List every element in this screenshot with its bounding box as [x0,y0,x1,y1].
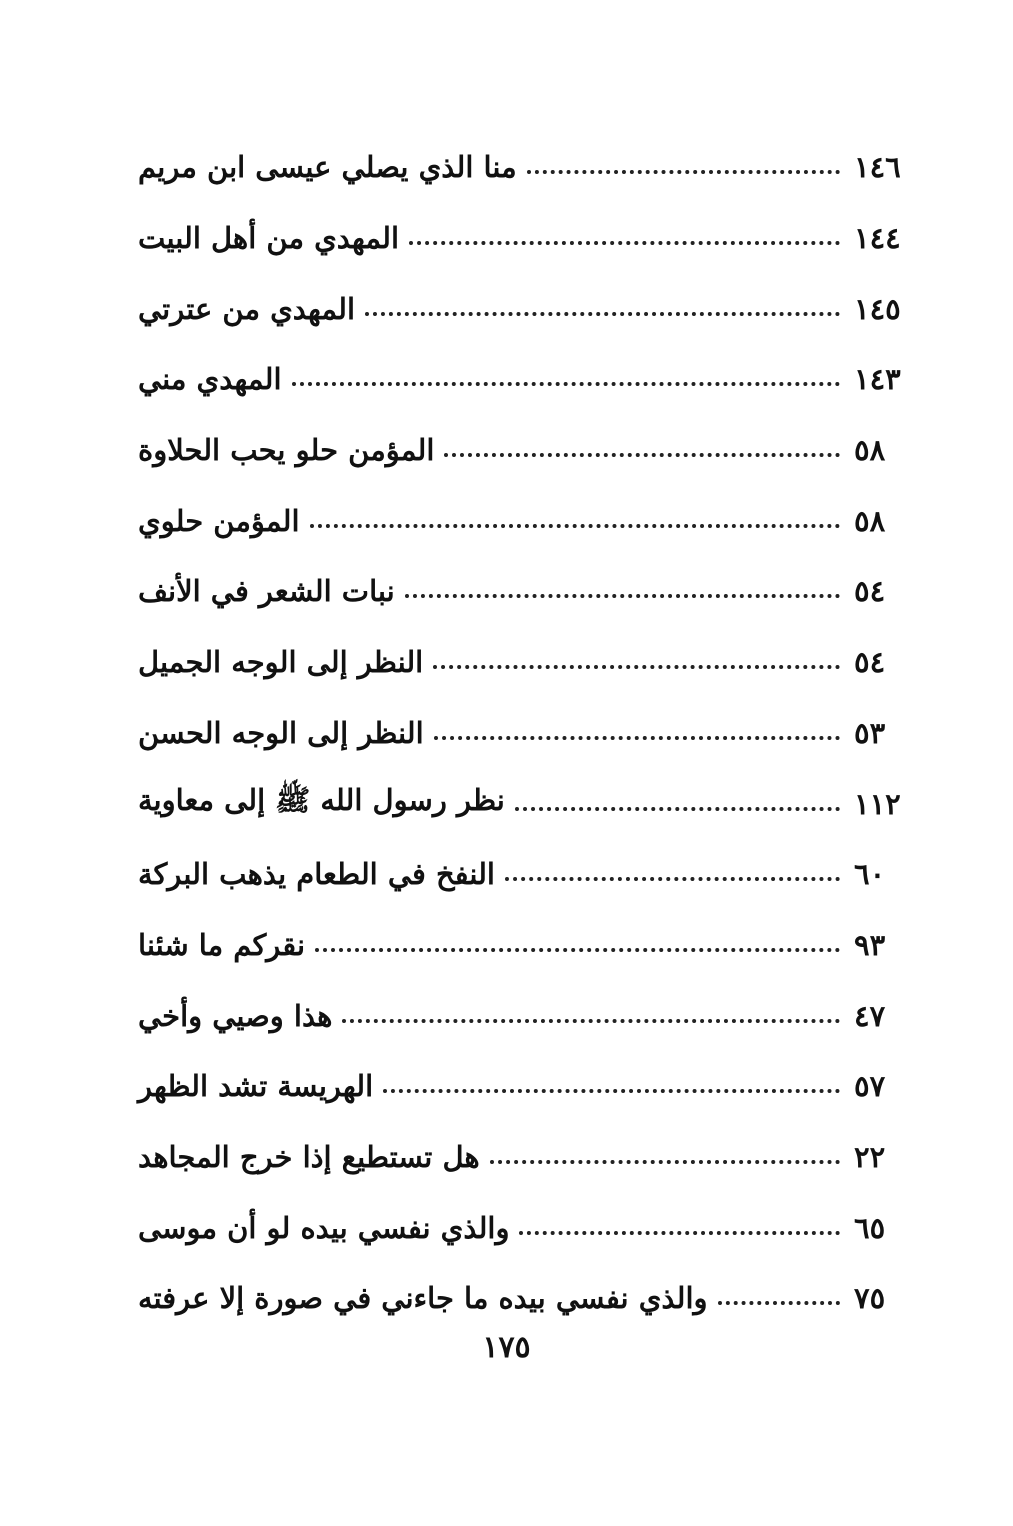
index-entry [128,698,906,769]
index-entry [128,980,906,1051]
entry-page-number: ٢٢ [854,1139,886,1174]
index-entry [128,627,906,698]
index-entry [128,273,906,344]
entry-page-number: ١٤٥ [854,291,901,326]
index-entry [128,1122,906,1193]
entry-page-number: ٥٧ [854,1069,886,1104]
entry-title: المهدي مني [138,362,282,397]
entry-title: المؤمن حلو يحب الحلاوة [138,433,435,468]
dot-leader [409,241,840,245]
index-entry [128,1192,906,1263]
entry-page-number: ٦٠ [854,857,886,892]
dot-leader [434,736,840,740]
page-number: ١٧٥ [482,1330,531,1365]
entry-page-number: ٧٥ [854,1281,886,1316]
dot-leader [292,382,841,386]
entry-page-number: ١١٢ [854,786,901,821]
dot-leader [365,312,840,316]
entry-title: نقركم ما شئنا [138,927,306,962]
dot-leader [433,665,840,669]
entry-title: الهريسة تشد الظهر [138,1069,374,1104]
index-entry [128,132,906,203]
index-entry [128,1051,906,1122]
dot-leader [718,1301,840,1305]
entry-page-number: ٥٤ [854,645,886,680]
index-entry [128,415,906,486]
entry-page-number: ١٤٤ [854,221,901,256]
index-list [128,132,906,1334]
entry-title: نبات الشعر في الأنف [138,574,395,609]
entry-title: المؤمن حلوي [138,503,300,538]
entry-title: النفخ في الطعام يذهب البركة [138,857,495,892]
entry-title: والذي نفسي بيده ما جاءني في صورة إلا عرفته [138,1281,708,1316]
entry-title: هل تستطيع إذا خرج المجاهد [138,1139,480,1174]
entry-page-number: ٥٣ [854,715,886,750]
entry-page-number: ٥٨ [854,433,886,468]
dot-leader [405,594,840,598]
entry-page-number: ٥٤ [854,574,886,609]
dot-leader [310,524,840,528]
entry-title: منا الذي يصلي عيسى ابن مريم [138,150,517,185]
dot-leader [515,807,840,811]
entry-page-number: ٩٣ [854,927,886,962]
index-entry [128,203,906,274]
entry-page-number: ٥٨ [854,503,886,538]
dot-leader [315,948,840,952]
entry-title: هذا وصيي وأخي [138,998,333,1033]
dot-leader [490,1160,840,1164]
entry-title: النظر إلى الوجه الحسن [138,715,424,750]
entry-title: المهدي من عترتي [138,291,356,326]
dot-leader [527,170,840,174]
entry-page-number: ٤٧ [854,998,886,1033]
entry-page-number: ٦٥ [854,1210,886,1245]
dot-leader [519,1231,840,1235]
entry-title: المهدي من أهل البيت [138,221,400,256]
index-entry [128,910,906,981]
dot-leader [444,453,840,457]
index-entry [128,1263,906,1334]
dot-leader [505,877,840,881]
index-entry [128,768,906,839]
entry-page-number: ١٤٣ [854,362,901,397]
index-entry [128,839,906,910]
dot-leader [383,1089,840,1093]
entry-title: النظر إلى الوجه الجميل [138,645,424,680]
entry-title: نظر رسول الله ﷺ إلى معاوية [138,782,505,817]
index-entry [128,485,906,556]
dot-leader [342,1019,840,1023]
index-entry [128,556,906,627]
index-entry [128,344,906,415]
entry-title: والذي نفسي بيده لو أن موسى [138,1210,510,1245]
entry-page-number: ١٤٦ [854,150,901,185]
